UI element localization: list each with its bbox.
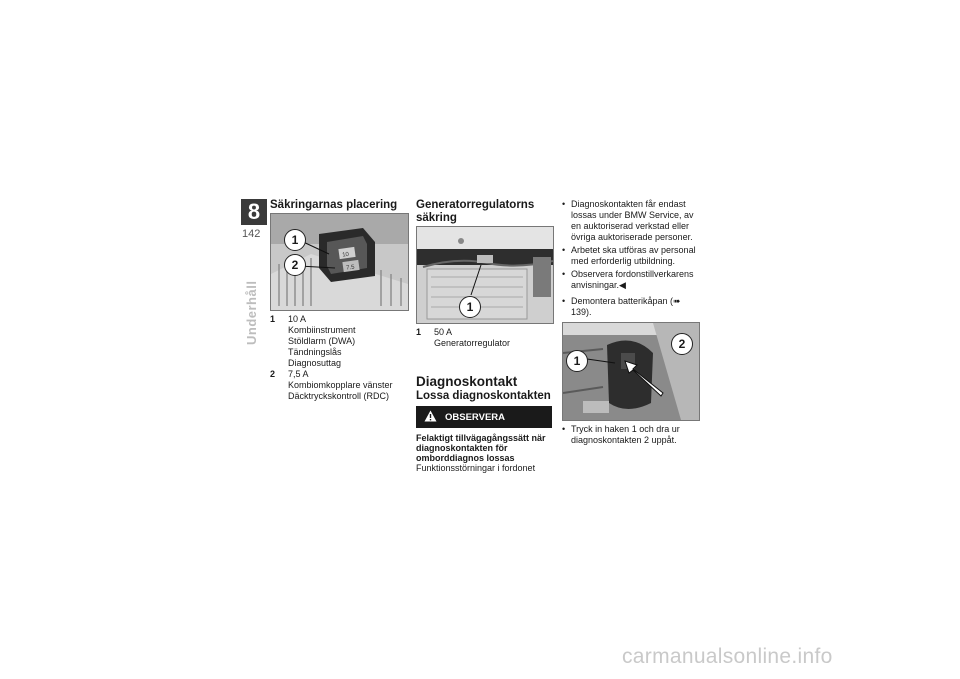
legend-line: Däcktryckskontroll (RDC): [288, 391, 390, 401]
legend-line: Diagnosuttag: [288, 358, 342, 368]
watermark: carmanualsonline.info: [622, 645, 833, 668]
list-item: • Diagnoskontakten får endast lossas under BMW Service, av en auktoriserad verkstad eller övriga auktoriserade personer.: [562, 199, 702, 243]
list-item: • Arbetet ska utföras av personal med erforderlig utbildning.: [562, 245, 702, 267]
notice-label: OBSERVERA: [445, 411, 506, 423]
instruction-list-bottom: [562, 424, 698, 448]
legend-line: Kombiinstrument: [288, 325, 356, 335]
legend-line: Kombiomkopplare vänster: [288, 380, 393, 390]
legend-item: [270, 369, 393, 402]
generator-legend: [416, 327, 510, 349]
callout-2: 2: [671, 333, 693, 355]
warning-triangle-icon: [424, 410, 437, 425]
callout-1: 1: [459, 296, 481, 318]
chapter-number-badge: 8: [241, 199, 267, 225]
fuse-legend: [270, 314, 393, 402]
legend-number: 1: [270, 314, 276, 324]
legend-item: [416, 327, 510, 349]
legend-line: Tändningslås: [288, 347, 342, 357]
legend-line: 7,5 A: [288, 369, 309, 379]
warning-title: Felaktigt tillvägagångssätt när diagnoskontakten för omborddiagnos lossas: [416, 433, 546, 463]
fuse-location-heading: Säkringarnas placering: [270, 199, 398, 211]
legend-item: [270, 314, 393, 369]
legend-line: Generatorregulator: [434, 338, 511, 348]
instruction-list-top: [562, 199, 702, 320]
callout-1: 1: [566, 350, 588, 372]
list-item: • Demontera batterikåpan (➠ 139).: [562, 296, 702, 318]
list-item: • Tryck in haken 1 och dra ur diagnoskontakten 2 uppåt.: [562, 424, 698, 446]
page-number: 142: [242, 228, 261, 240]
chapter-title-vertical: Underhåll: [244, 280, 259, 345]
generator-fuse-photo: [416, 226, 554, 324]
disconnect-subtitle: Lossa diagnoskontakten: [416, 390, 551, 402]
legend-line: Stöldlarm (DWA): [288, 336, 356, 346]
diagnostic-connector-title: Diagnoskontakt: [416, 374, 518, 389]
notice-banner: [416, 406, 552, 428]
legend-number: 2: [270, 369, 276, 379]
generator-fuse-heading: Generatorregulatorns säkring: [416, 199, 535, 224]
warning-text: Funktionsstörningar i fordonet: [416, 463, 536, 473]
fuse-label-10: 10: [341, 251, 350, 259]
list-item: • Observera fordonstillverkarens anvisningar.◀: [562, 269, 702, 291]
legend-line: 50 A: [434, 327, 453, 337]
callout-1: 1: [284, 229, 306, 251]
legend-number: 1: [416, 327, 422, 337]
callout-2: 2: [284, 254, 306, 276]
legend-line: 10 A: [288, 314, 307, 324]
fuse-label-7-5: 7.5: [345, 264, 356, 272]
